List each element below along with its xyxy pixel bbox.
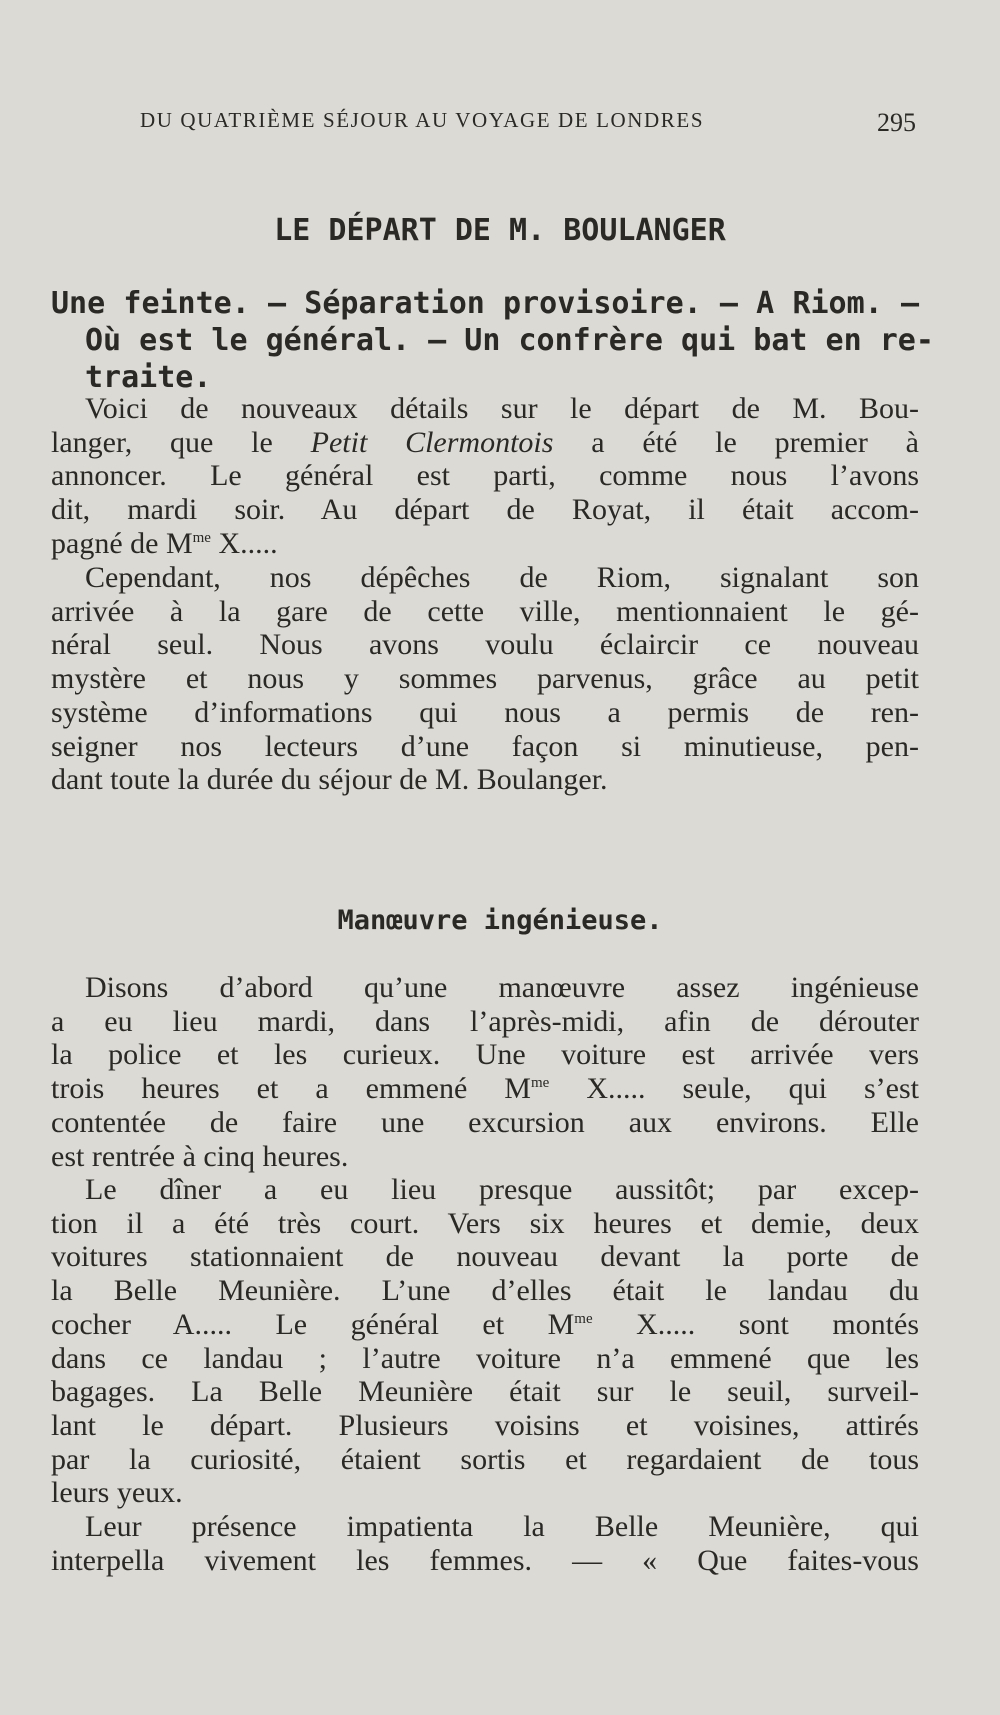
text-line: voitures stationnaient de nouveau devant la porte de [51,1240,919,1274]
text-line: la Belle Meunière. L’une d’elles était le landau du [51,1274,919,1308]
superscript: me [530,1075,550,1092]
text-line: la police et les curieux. Une voiture est arrivée vers [51,1038,919,1072]
text-line: seigner nos lecteurs d’une façon si minutieuse, pen- [51,729,919,763]
text-line: tion il a été très court. Vers six heures et demie, deux [51,1206,919,1240]
text-line: Cependant, nos dépêches de Riom, signalant son [85,561,919,594]
text-run: langer, que le [51,425,311,459]
text-line: interpella vivement les femmes. — « Que faites-vous [51,1543,919,1577]
text-line [51,527,919,561]
text-line: arrivée à la gare de cette ville, mentionnaient le gé- [51,594,919,628]
text-line: mystère et nous y sommes parvenus, grâce au petit [51,662,919,696]
text-line: contentée de faire une excursion aux environs. Elle [51,1105,919,1139]
text-line: Disons d’abord qu’une manœuvre assez ingénieuse [85,971,919,1004]
text-line: a eu lieu mardi, dans l’après-midi, afin de dérouter [51,1004,919,1038]
running-head: DU QUATRIÈME SÉJOUR AU VOYAGE DE LONDRES [140,108,705,132]
text-line: leurs yeux. [51,1476,183,1510]
text-run: a été le premier à [553,425,919,459]
text-line [51,1072,919,1106]
text-line: Le dîner a eu lieu presque aussitôt; par excep- [85,1173,919,1206]
summary-line: Où est le général. — Un confrère qui bat en re- [85,323,934,358]
chapter-title: LE DÉPART DE M. BOULANGER [274,213,726,248]
paragraph [51,971,919,1173]
text-line: dit, mardi soir. Au départ de Royat, il était accom- [51,493,919,527]
paragraph [51,1173,919,1510]
page-number: 295 [877,108,916,137]
paragraph [51,392,919,561]
text-run: pagné de M [51,526,193,560]
text-line: par la curiosité, étaient sortis et regardaient de tous [51,1442,919,1476]
newspaper-title: Petit Clermontois [310,425,554,459]
text-line: annoncer. Le général est parti, comme nous l’avons [51,459,919,493]
text-run: cocher A..... Le général et M [51,1307,575,1341]
superscript: me [192,529,211,546]
text-line [51,1308,919,1342]
chapter-summary [51,285,934,396]
text-line: dant toute la durée du séjour de M. Boulanger. [51,763,608,797]
summary-line: Une feinte. — Séparation provisoire. — A Riom. — [51,286,919,321]
paragraph [51,1510,919,1577]
text-line: système d’informations qui nous a permis de ren- [51,695,919,729]
superscript: me [574,1310,593,1327]
text-line: dans ce landau ; l’autre voiture n’a emmené que les [51,1341,919,1375]
text-line [51,426,919,460]
section-title: Manœuvre ingénieuse. [337,905,663,936]
text-run: trois heures et a emmené M [51,1072,531,1106]
paragraph [51,561,919,797]
text-line: Leur présence impatienta la Belle Meunière, qui [85,1510,919,1543]
summary-line: traite. [85,360,212,395]
text-run: X..... [210,526,278,560]
text-line: est rentrée à cinq heures. [51,1139,349,1173]
text-line: bagages. La Belle Meunière était sur le seuil, surveil- [51,1375,919,1409]
text-run: X..... sont montés [592,1307,919,1341]
text-line: lant le départ. Plusieurs voisins et voisines, attirés [51,1408,919,1442]
text-run: X..... seule, qui s’est [549,1072,919,1106]
text-line: Voici de nouveaux détails sur le départ de M. Bou- [85,392,919,425]
text-line: néral seul. Nous avons voulu éclaircir ce nouveau [51,628,919,662]
